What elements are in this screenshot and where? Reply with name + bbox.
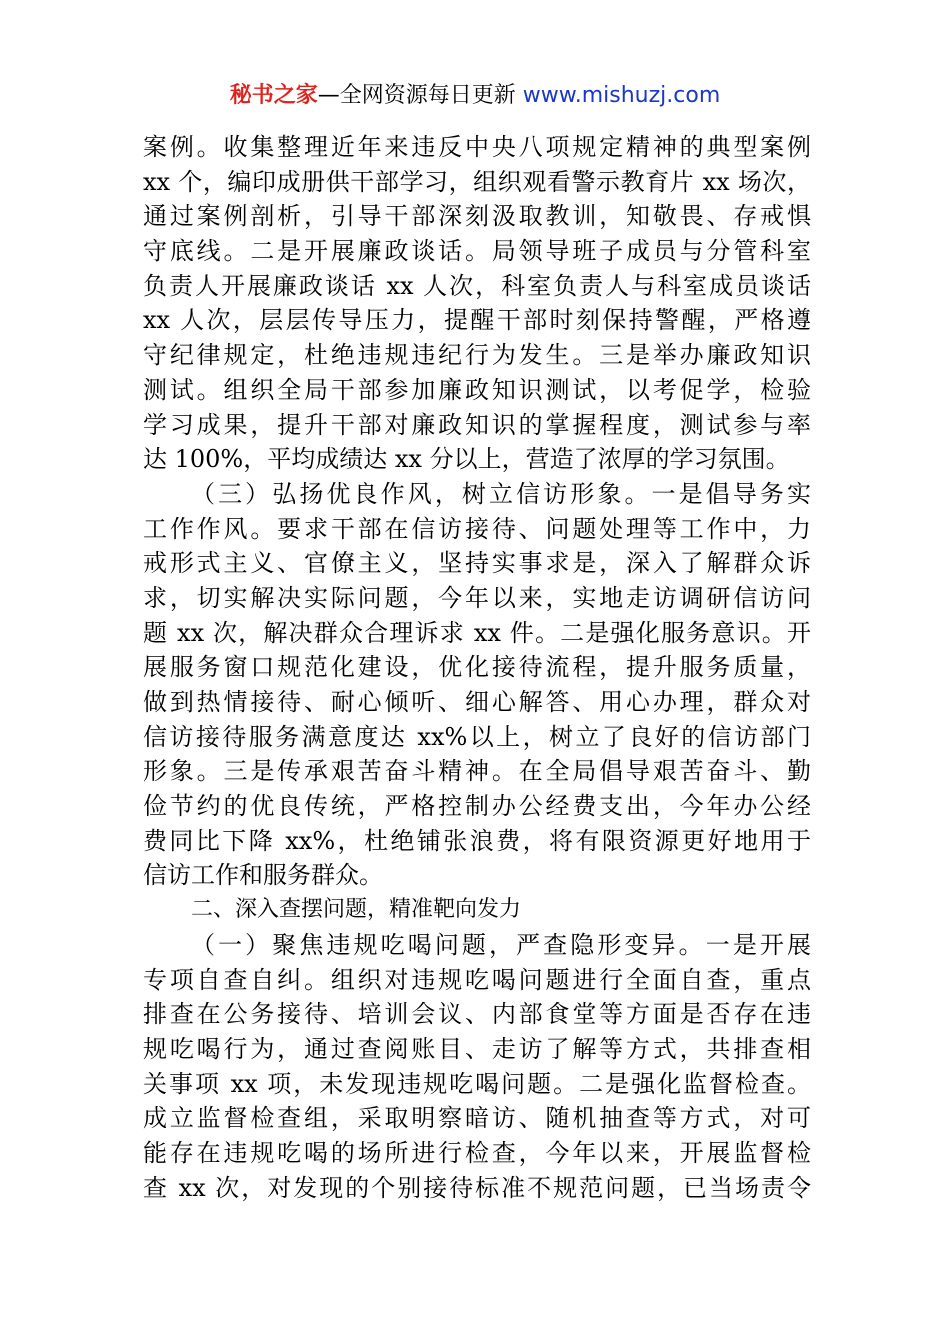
text-line: 求，切实解决实际问题，今年以来，实地走访调研信访问 bbox=[143, 583, 811, 612]
text-line: 形象。三是传承艰苦奋斗精神。在全局倡导艰苦奋斗、勤 bbox=[143, 757, 811, 786]
text-line: 案例。收集整理近年来违反中央八项规定精神的典型案例 bbox=[143, 133, 811, 161]
text-line: 测试。组织全局干部参加廉政知识测试，以考促学，检验 bbox=[143, 375, 811, 404]
text-line: 达 100%，平均成绩达 xx 分以上，营造了浓厚的学习氛围。 bbox=[143, 445, 790, 474]
text-line: 信访工作和服务群众。 bbox=[143, 861, 383, 890]
text-line: 戒形式主义、官僚主义，坚持实事求是，深入了解群众诉 bbox=[143, 549, 811, 578]
site-tagline: —全网资源每日更新 bbox=[317, 83, 523, 108]
text-line: 题 xx 次，解决群众合理诉求 xx 件。二是强化服务意识。开 bbox=[143, 618, 811, 647]
text-line: 费同比下降 xx%，杜绝铺张浪费，将有限资源更好地用于 bbox=[143, 826, 811, 855]
site-brand: 秘书之家 bbox=[229, 83, 318, 108]
text-line: 排查在公务接待、培训会议、内部食堂等方面是否存在违 bbox=[143, 1000, 811, 1029]
section-paragraph-start: （三）弘扬优良作风，树立信访形象。一是倡导务实 bbox=[191, 479, 811, 508]
text-line: 守纪律规定，杜绝违规违纪行为发生。三是举办廉政知识 bbox=[143, 341, 811, 370]
text-line: xx 人次，层层传导压力，提醒干部时刻保持警醒，严格遵 bbox=[143, 306, 811, 335]
text-line: 规吃喝行为，通过查阅账目、走访了解等方式，共排查相 bbox=[143, 1034, 811, 1063]
site-url-link[interactable]: www.mishuzj.com bbox=[522, 83, 721, 108]
text-line: xx 个，编印成册供干部学习，组织观看警示教育片 xx 场次， bbox=[143, 167, 811, 196]
text-line: 信访接待服务满意度达 xx%以上，树立了良好的信访部门 bbox=[143, 722, 811, 751]
text-line: 俭节约的优良传统，严格控制办公经费支出，今年办公经 bbox=[143, 792, 811, 821]
text-line: 学习成果，提升干部对廉政知识的掌握程度，测试参与率 bbox=[143, 410, 811, 439]
text-line: 通过案例剖析，引导干部深刻汲取教训，知敬畏、存戒惧 bbox=[143, 202, 811, 231]
text-line: 关事项 xx 项，未发现违规吃喝问题。二是强化监督检查。 bbox=[143, 1069, 811, 1098]
text-line: 负责人开展廉政谈话 xx 人次，科室负责人与科室成员谈话 bbox=[143, 271, 811, 300]
text-line: 专项自查自纠。组织对违规吃喝问题进行全面自查，重点 bbox=[143, 965, 811, 994]
section-paragraph-start: （一）聚焦违规吃喝问题，严查隐形变异。一是开展 bbox=[191, 930, 811, 959]
text-line: 成立监督检查组，采取明察暗访、随机抽查等方式，对可 bbox=[143, 1104, 811, 1133]
text-line: 查 xx 次，对发现的个别接待标准不规范问题，已当场责令 bbox=[143, 1173, 811, 1202]
text-line: 守底线。二是开展廉政谈话。局领导班子成员与分管科室 bbox=[143, 237, 811, 266]
text-line: 能存在违规吃喝的场所进行检查，今年以来，开展监督检 bbox=[143, 1138, 811, 1167]
text-line: 做到热情接待、耐心倾听、细心解答、用心办理，群众对 bbox=[143, 688, 811, 716]
text-line: 展服务窗口规范化建设，优化接待流程，提升服务质量， bbox=[143, 653, 811, 682]
document-body bbox=[143, 130, 811, 1205]
text-line: 工作作风。要求干部在信访接待、问题处理等工作中，力 bbox=[143, 514, 811, 543]
section-heading: 二、深入查摆问题，精准靶向发力 bbox=[191, 897, 522, 923]
site-header bbox=[0, 80, 950, 112]
